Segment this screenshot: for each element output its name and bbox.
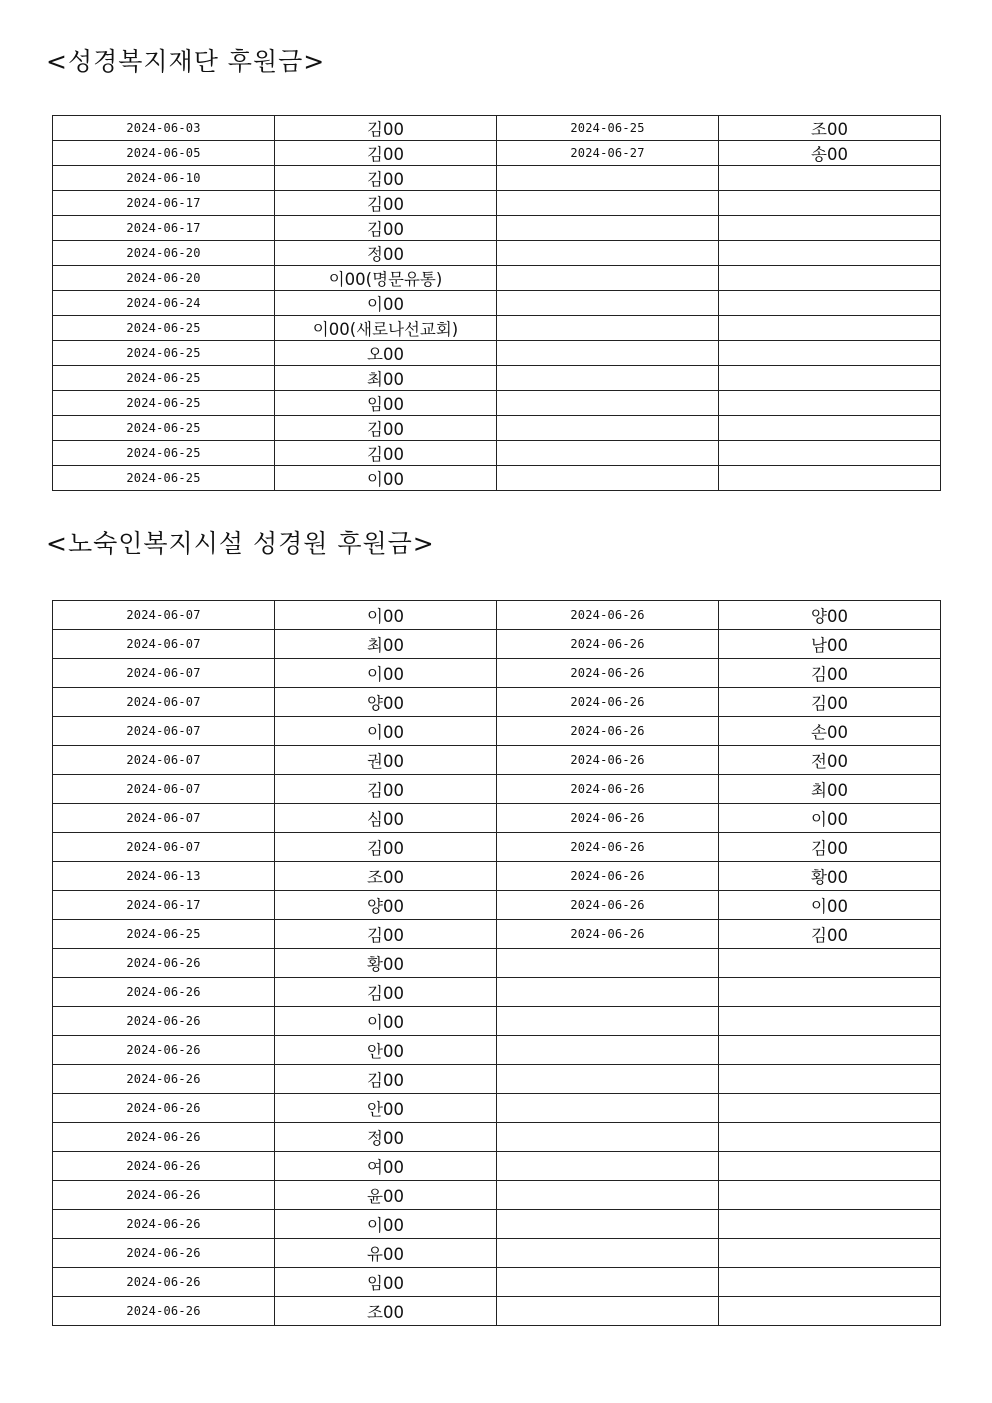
date-cell: 2024-06-17	[53, 191, 275, 216]
donor-cell: 김00	[719, 659, 941, 688]
table-row	[53, 116, 941, 141]
table-row	[53, 1239, 941, 1268]
date-cell	[497, 441, 719, 466]
table-row	[53, 804, 941, 833]
table-row	[53, 466, 941, 491]
donor-cell: 윤00	[275, 1181, 497, 1210]
date-cell	[497, 466, 719, 491]
donor-cell: 김00	[275, 141, 497, 166]
date-cell	[497, 1297, 719, 1326]
date-cell: 2024-06-07	[53, 688, 275, 717]
donor-cell: 양00	[275, 891, 497, 920]
donor-cell: 김00	[275, 441, 497, 466]
date-cell	[497, 391, 719, 416]
donor-cell: 전00	[719, 746, 941, 775]
date-cell: 2024-06-27	[497, 141, 719, 166]
table-row	[53, 920, 941, 949]
date-cell: 2024-06-20	[53, 266, 275, 291]
donor-cell: 권00	[275, 746, 497, 775]
date-cell	[497, 1268, 719, 1297]
table-row	[53, 166, 941, 191]
donor-cell	[719, 978, 941, 1007]
donor-cell: 손00	[719, 717, 941, 746]
donor-cell: 안00	[275, 1094, 497, 1123]
donor-cell: 임00	[275, 391, 497, 416]
donor-cell	[719, 1065, 941, 1094]
date-cell: 2024-06-25	[497, 116, 719, 141]
table-row	[53, 391, 941, 416]
date-cell	[497, 1065, 719, 1094]
date-cell	[497, 1152, 719, 1181]
date-cell	[497, 1210, 719, 1239]
donor-cell	[719, 949, 941, 978]
date-cell: 2024-06-25	[53, 316, 275, 341]
date-cell: 2024-06-25	[53, 416, 275, 441]
donor-cell: 이00(명문유통)	[275, 266, 497, 291]
table-row	[53, 1181, 941, 1210]
table-row	[53, 1297, 941, 1326]
donor-cell: 최00	[719, 775, 941, 804]
date-cell	[497, 978, 719, 1007]
date-cell	[497, 216, 719, 241]
donor-cell: 이00	[275, 291, 497, 316]
donor-cell: 안00	[275, 1036, 497, 1065]
table-row	[53, 1065, 941, 1094]
date-cell: 2024-06-05	[53, 141, 275, 166]
table-row	[53, 717, 941, 746]
date-cell: 2024-06-07	[53, 659, 275, 688]
date-cell: 2024-06-26	[53, 1239, 275, 1268]
donor-cell	[719, 266, 941, 291]
donor-cell: 이00	[719, 804, 941, 833]
table-row	[53, 416, 941, 441]
donor-cell: 김00	[275, 775, 497, 804]
donor-cell: 이00	[275, 717, 497, 746]
date-cell: 2024-06-26	[497, 630, 719, 659]
table-row	[53, 862, 941, 891]
table-row	[53, 366, 941, 391]
date-cell: 2024-06-25	[53, 366, 275, 391]
donor-cell	[719, 216, 941, 241]
date-cell: 2024-06-26	[497, 804, 719, 833]
table-row	[53, 191, 941, 216]
section-title-shelter: <노숙인복지시설 성경원 후원금>	[46, 529, 435, 558]
donor-cell: 이00	[275, 1007, 497, 1036]
donor-cell: 김00	[275, 116, 497, 141]
donor-cell	[719, 1268, 941, 1297]
donor-cell	[719, 291, 941, 316]
donor-cell	[719, 1094, 941, 1123]
donor-cell: 유00	[275, 1239, 497, 1268]
donor-cell: 남00	[719, 630, 941, 659]
donor-cell	[719, 1152, 941, 1181]
table-row	[53, 1210, 941, 1239]
donor-cell: 양00	[275, 688, 497, 717]
date-cell: 2024-06-20	[53, 241, 275, 266]
donor-cell	[719, 1181, 941, 1210]
date-cell: 2024-06-25	[53, 466, 275, 491]
table-row	[53, 775, 941, 804]
date-cell	[497, 241, 719, 266]
date-cell: 2024-06-07	[53, 717, 275, 746]
date-cell: 2024-06-26	[497, 920, 719, 949]
table-row	[53, 141, 941, 166]
donor-cell: 김00	[719, 688, 941, 717]
table-row	[53, 1123, 941, 1152]
table-row	[53, 266, 941, 291]
table-row	[53, 833, 941, 862]
date-cell: 2024-06-26	[53, 1152, 275, 1181]
donor-cell: 김00	[275, 416, 497, 441]
donor-cell	[719, 441, 941, 466]
date-cell: 2024-06-07	[53, 746, 275, 775]
date-cell: 2024-06-25	[53, 920, 275, 949]
donor-cell: 조00	[275, 862, 497, 891]
date-cell	[497, 341, 719, 366]
date-cell	[497, 1094, 719, 1123]
table-row	[53, 630, 941, 659]
table-row	[53, 1094, 941, 1123]
table-row	[53, 659, 941, 688]
date-cell	[497, 416, 719, 441]
table-row	[53, 978, 941, 1007]
donation-table-shelter	[52, 600, 941, 1326]
date-cell: 2024-06-26	[53, 1181, 275, 1210]
donor-cell: 황00	[275, 949, 497, 978]
table-row	[53, 216, 941, 241]
donor-cell: 이00	[719, 891, 941, 920]
donor-cell: 김00	[275, 978, 497, 1007]
date-cell: 2024-06-26	[497, 601, 719, 630]
date-cell	[497, 1239, 719, 1268]
table-row	[53, 1007, 941, 1036]
date-cell	[497, 266, 719, 291]
donor-cell: 송00	[719, 141, 941, 166]
donor-cell: 오00	[275, 341, 497, 366]
date-cell: 2024-06-13	[53, 862, 275, 891]
donor-cell: 조00	[275, 1297, 497, 1326]
table-row	[53, 891, 941, 920]
donor-cell	[719, 191, 941, 216]
table-row	[53, 341, 941, 366]
donor-cell: 최00	[275, 630, 497, 659]
date-cell: 2024-06-07	[53, 601, 275, 630]
donation-table-foundation	[52, 115, 941, 491]
date-cell: 2024-06-26	[53, 1123, 275, 1152]
donor-cell	[719, 1123, 941, 1152]
date-cell: 2024-06-07	[53, 833, 275, 862]
donor-cell	[719, 166, 941, 191]
donor-cell: 이00	[275, 601, 497, 630]
date-cell: 2024-06-25	[53, 341, 275, 366]
date-cell	[497, 316, 719, 341]
table-row	[53, 291, 941, 316]
date-cell: 2024-06-03	[53, 116, 275, 141]
donor-cell	[719, 341, 941, 366]
donor-cell	[719, 1239, 941, 1268]
table-row	[53, 601, 941, 630]
table-row	[53, 1268, 941, 1297]
donor-cell	[719, 316, 941, 341]
donor-cell: 임00	[275, 1268, 497, 1297]
donor-cell: 양00	[719, 601, 941, 630]
date-cell	[497, 291, 719, 316]
date-cell	[497, 1007, 719, 1036]
table-row	[53, 688, 941, 717]
table-row	[53, 1036, 941, 1065]
donor-cell: 이00	[275, 659, 497, 688]
donor-cell: 조00	[719, 116, 941, 141]
date-cell: 2024-06-26	[53, 1007, 275, 1036]
date-cell	[497, 366, 719, 391]
section-title-foundation: <성경복지재단 후원금>	[46, 47, 326, 76]
date-cell: 2024-06-25	[53, 441, 275, 466]
donor-cell: 심00	[275, 804, 497, 833]
date-cell: 2024-06-26	[497, 833, 719, 862]
date-cell	[497, 1036, 719, 1065]
date-cell: 2024-06-25	[53, 391, 275, 416]
date-cell: 2024-06-17	[53, 216, 275, 241]
date-cell: 2024-06-26	[497, 862, 719, 891]
date-cell	[497, 1181, 719, 1210]
date-cell	[497, 1123, 719, 1152]
donor-cell: 김00	[275, 1065, 497, 1094]
table-row	[53, 441, 941, 466]
date-cell: 2024-06-26	[497, 746, 719, 775]
date-cell: 2024-06-26	[497, 775, 719, 804]
date-cell: 2024-06-26	[53, 1036, 275, 1065]
donor-cell: 최00	[275, 366, 497, 391]
donor-cell: 이00(새로나선교회)	[275, 316, 497, 341]
table-row	[53, 949, 941, 978]
table-row	[53, 746, 941, 775]
date-cell: 2024-06-26	[497, 891, 719, 920]
donor-cell: 이00	[275, 466, 497, 491]
donor-cell: 김00	[275, 191, 497, 216]
donor-cell: 김00	[275, 166, 497, 191]
date-cell	[497, 191, 719, 216]
date-cell	[497, 166, 719, 191]
table-row	[53, 316, 941, 341]
date-cell: 2024-06-07	[53, 804, 275, 833]
donor-cell: 정00	[275, 1123, 497, 1152]
date-cell: 2024-06-26	[53, 1268, 275, 1297]
date-cell	[497, 949, 719, 978]
donor-cell: 여00	[275, 1152, 497, 1181]
donor-cell: 김00	[719, 920, 941, 949]
donor-cell: 황00	[719, 862, 941, 891]
date-cell: 2024-06-26	[53, 978, 275, 1007]
table-row	[53, 241, 941, 266]
date-cell: 2024-06-26	[497, 717, 719, 746]
donor-cell	[719, 1297, 941, 1326]
donor-cell	[719, 466, 941, 491]
date-cell: 2024-06-26	[53, 949, 275, 978]
donor-cell: 김00	[275, 216, 497, 241]
date-cell: 2024-06-24	[53, 291, 275, 316]
donor-cell: 김00	[275, 833, 497, 862]
date-cell: 2024-06-26	[497, 688, 719, 717]
donor-cell	[719, 1036, 941, 1065]
donor-cell: 김00	[275, 920, 497, 949]
date-cell: 2024-06-26	[497, 659, 719, 688]
donor-cell	[719, 416, 941, 441]
donor-cell	[719, 1210, 941, 1239]
date-cell: 2024-06-26	[53, 1297, 275, 1326]
donor-cell	[719, 391, 941, 416]
date-cell: 2024-06-10	[53, 166, 275, 191]
donor-cell	[719, 241, 941, 266]
table-row	[53, 1152, 941, 1181]
donor-cell: 정00	[275, 241, 497, 266]
date-cell: 2024-06-07	[53, 775, 275, 804]
donor-cell: 김00	[719, 833, 941, 862]
donor-cell: 이00	[275, 1210, 497, 1239]
donor-cell	[719, 1007, 941, 1036]
donor-cell	[719, 366, 941, 391]
date-cell: 2024-06-26	[53, 1065, 275, 1094]
date-cell: 2024-06-07	[53, 630, 275, 659]
date-cell: 2024-06-26	[53, 1094, 275, 1123]
date-cell: 2024-06-26	[53, 1210, 275, 1239]
date-cell: 2024-06-17	[53, 891, 275, 920]
